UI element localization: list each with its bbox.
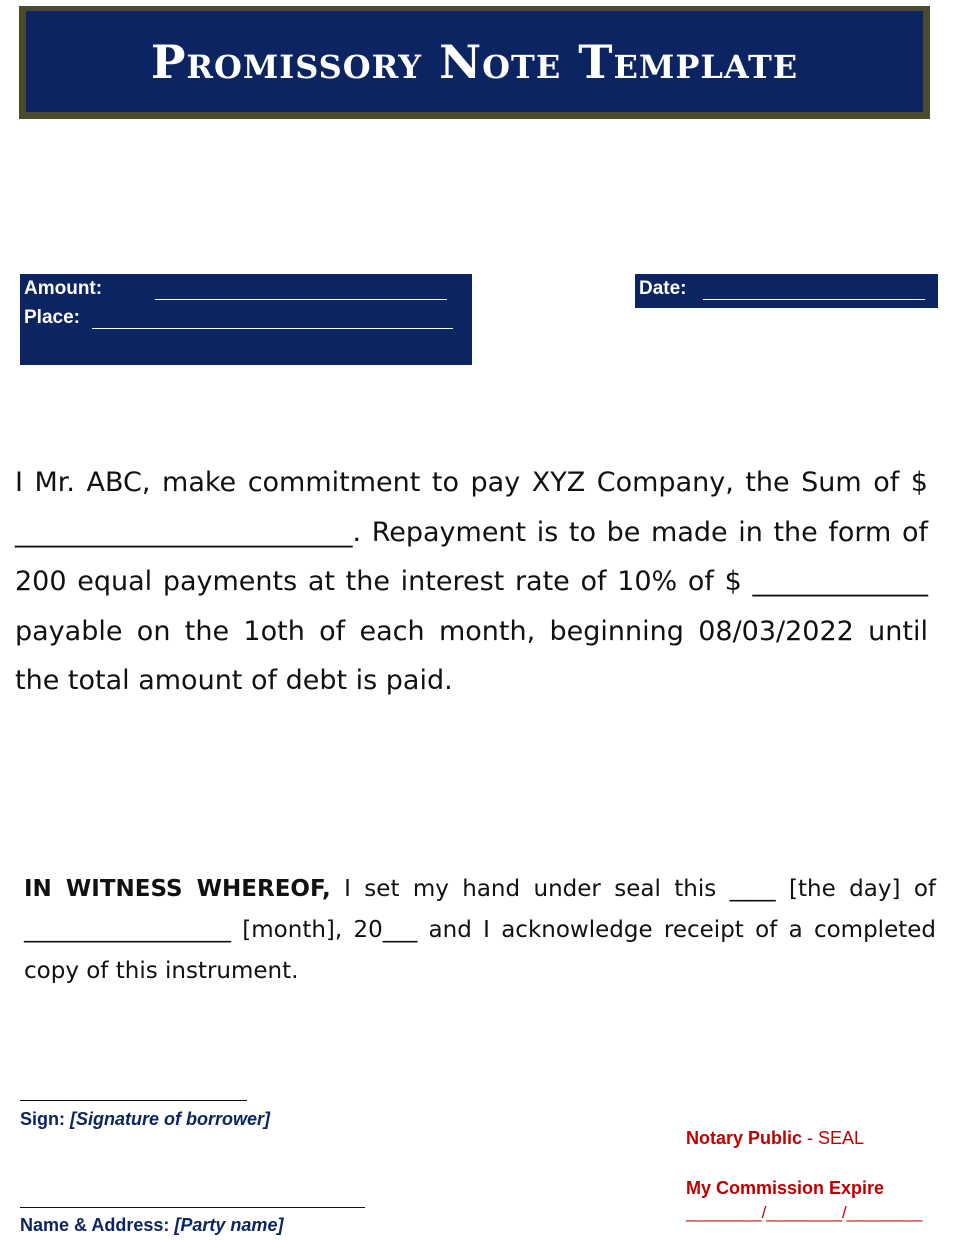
signature-line [20,1100,247,1101]
sign-label-row [20,1109,270,1130]
commission-expire [686,1178,884,1199]
sign-value: [Signature of borrower] [70,1109,271,1129]
commission-label: My Commission Expire [686,1178,885,1198]
title-banner [19,6,930,119]
commission-date-blank[interactable]: ________/________/________ [686,1203,923,1222]
name-value: [Party name] [174,1215,284,1235]
amount-field [24,278,447,300]
name-address-line [20,1207,365,1208]
date-blank[interactable] [703,279,925,300]
witness-text: I set my hand under seal this ____ [the day] of __________________ [month], 20___ and I acknowledge receipt of a completed copy of this instrument. [24,876,936,984]
sign-label: Sign: [20,1109,65,1129]
amount-label: Amount: [24,278,103,299]
page-title: Promissory Note Template [150,34,799,89]
notary-label: Notary Public [686,1128,803,1148]
place-blank[interactable] [92,308,453,329]
date-field [639,278,925,300]
place-field [24,307,453,329]
name-label: Name & Address: [20,1215,170,1235]
amount-place-box [20,274,472,365]
date-box [635,274,938,308]
seal-text: - SEAL [802,1128,865,1148]
date-label: Date: [639,278,687,299]
name-label-row [20,1215,283,1236]
place-label: Place: [24,307,80,328]
title-banner-inner [26,11,923,112]
amount-blank[interactable] [155,279,447,300]
notary-seal [686,1128,864,1149]
commitment-paragraph: I Mr. ABC, make commitment to pay XYZ Company, the Sum of $ _________________________. Repayment is to be made in the form of 200 equal payments at the interest rate of 10% of $ _____________ payable on the 1oth of each month, beginning 08/03/2022 until the total amount of debt is paid. [15,467,928,697]
witness-paragraph [24,869,936,992]
witness-lead: IN WITNESS WHEREOF, [24,876,331,902]
